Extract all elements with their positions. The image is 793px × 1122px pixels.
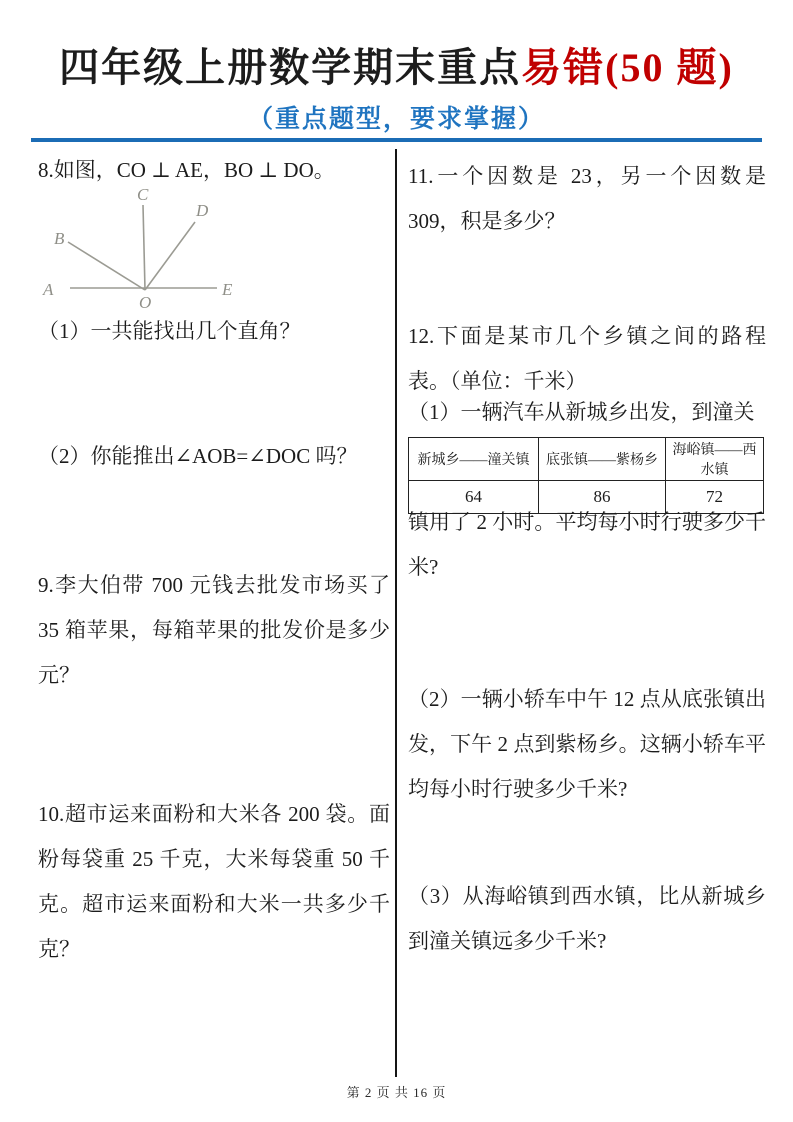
point-label-c: C [137, 185, 149, 204]
route-distance-3: 72 [666, 481, 764, 514]
route-header-2: 底张镇——紫杨乡 [539, 438, 666, 481]
page-subtitle: （重点题型，要求掌握） [247, 106, 545, 133]
question-12-part3: （3）从海峪镇到西水镇，比从新城乡到潼关镇远多少千米? [408, 884, 766, 953]
column-divider [395, 149, 397, 1077]
header-rule [31, 138, 762, 142]
route-distance-2: 86 [539, 481, 666, 514]
ray-OD [145, 222, 195, 290]
route-header-1: 新城乡——潼关镇 [409, 438, 539, 481]
question-12-part1-lead: （1）一辆汽车从新城乡出发，到潼关 [408, 400, 755, 424]
page-title-main: 四年级上册数学期末重点 [59, 45, 522, 90]
point-label-d: D [196, 201, 209, 220]
page-number: 第 2 页 共 16 页 [346, 1085, 447, 1100]
question-9-text: 9.李大伯带 700 元钱去批发市场买了 35 箱苹果，每箱苹果的批发价是多少元？ [38, 573, 390, 687]
question-8-part1: （1）一共能找出几个直角？ [38, 319, 301, 343]
page-title-highlight: 易错(50 题) [521, 45, 734, 90]
point-label-a: A [43, 280, 54, 299]
question-12-intro: 12.下面是某市几个乡镇之间的路程表。（单位：千米） [408, 324, 766, 393]
question-8-part2: （2）你能推出∠AOB=∠DOC 吗？ [38, 444, 358, 468]
question-8-text: 8.如图，CO ⊥ AE，BO ⊥ DO。 [38, 158, 335, 182]
question-11-text: 11.一个因数是 23，另一个因数是 309，积是多少？ [408, 164, 766, 233]
route-header-3: 海峪镇——西水镇 [666, 438, 764, 481]
question-12-part2: （2）一辆小轿车中午 12 点从底张镇出发，下午 2 点到紫杨乡。这辆小轿车平均每小时行驶多少千米? [408, 687, 766, 801]
question-12-part1-cont: 镇用了 2 小时。平均每小时行驶多少千米? [408, 510, 766, 579]
route-distance-1: 64 [409, 481, 539, 514]
page-title [0, 36, 793, 93]
point-label-b: B [54, 229, 65, 248]
point-label-e: E [222, 280, 233, 299]
ray-OB [68, 242, 145, 290]
question-10-text: 10.超市运来面粉和大米各 200 袋。面粉每袋重 25 千克，大米每袋重 50 千克。超市运来面粉和大米一共多少千克？ [38, 802, 390, 961]
distance-table-header-row [409, 438, 764, 481]
perpendicular-rays-figure [30, 180, 290, 315]
ray-OC [143, 205, 145, 290]
point-label-o: O [139, 293, 152, 312]
